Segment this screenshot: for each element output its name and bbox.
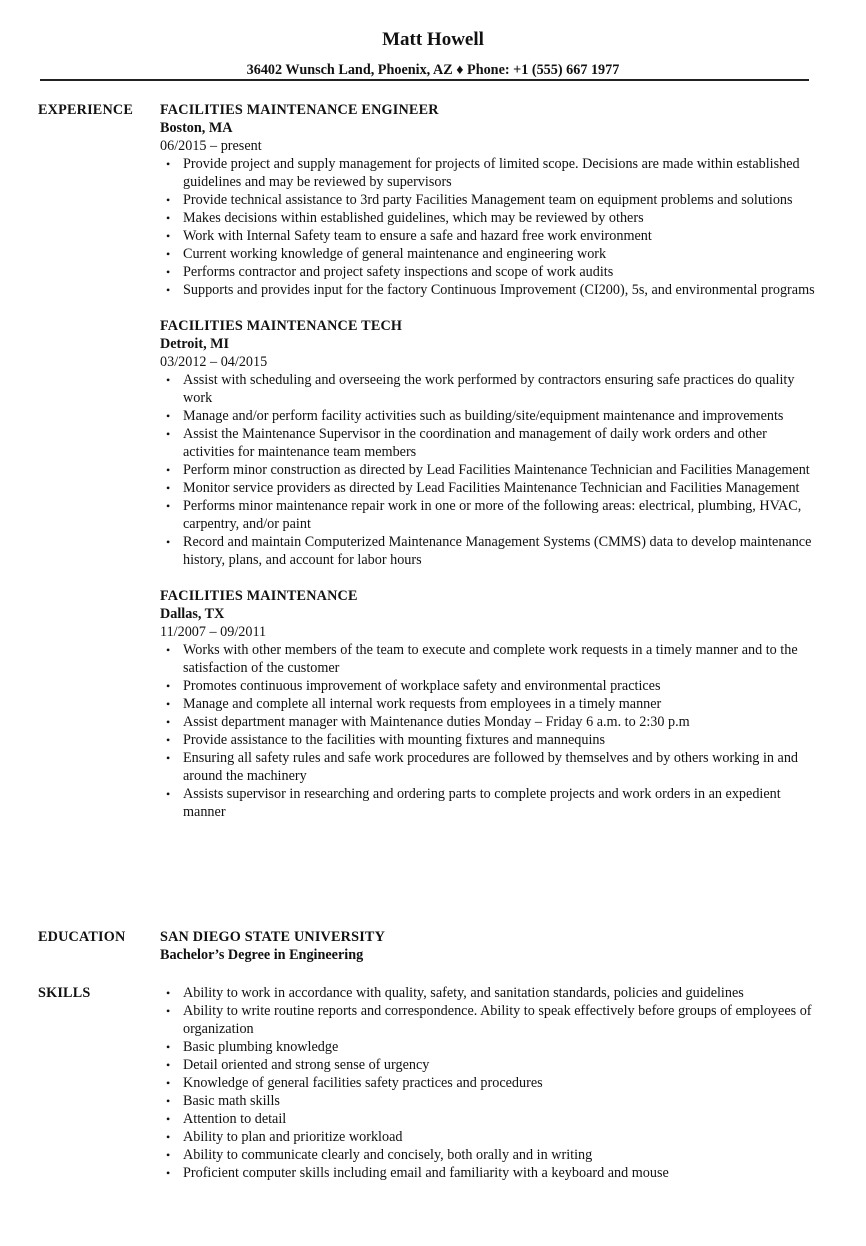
duty-item: • Assists supervisor in researching and ordering parts to complete projects and work orders in an expedient manner xyxy=(160,785,820,821)
education-heading: EDUCATION xyxy=(38,929,126,945)
skill-item: • Ability to plan and prioritize workload xyxy=(160,1128,820,1146)
skill-item: • Detail oriented and strong sense of urgency xyxy=(160,1056,820,1074)
school-name: SAN DIEGO STATE UNIVERSITY xyxy=(160,929,386,945)
skill-item: • Basic math skills xyxy=(160,1092,820,1110)
job-title: FACILITIES MAINTENANCE xyxy=(160,588,358,604)
job-entry xyxy=(160,317,820,569)
duty-item: • Ensuring all safety rules and safe work procedures are followed by themselves and by others working in and around the machinery xyxy=(160,749,820,785)
job-dates: 11/2007 – 09/2011 xyxy=(160,624,267,640)
job-duties xyxy=(160,155,820,299)
skills-items xyxy=(160,984,820,1182)
skills-heading: SKILLS xyxy=(38,985,91,1001)
contact-line: 36402 Wunsch Land, Phoenix, AZ ♦ Phone: +1 (555) 667 1977 xyxy=(246,62,620,78)
duty-item: • Makes decisions within established guidelines, which may be reviewed by others xyxy=(160,209,820,227)
duty-item: • Assist department manager with Maintenance duties Monday – Friday 6 a.m. to 2:30 p.m xyxy=(160,713,820,731)
duty-item: • Current working knowledge of general maintenance and engineering work xyxy=(160,245,820,263)
duty-item: • Perform minor construction as directed by Lead Facilities Maintenance Technician and Facilities Management xyxy=(160,461,820,479)
duty-item: • Manage and/or perform facility activities such as building/site/equipment maintenance and improvements xyxy=(160,407,820,425)
job-title: FACILITIES MAINTENANCE ENGINEER xyxy=(160,102,439,118)
skill-item: • Ability to work in accordance with quality, safety, and sanitation standards, policies and guidelines xyxy=(160,984,820,1002)
duty-item: • Performs minor maintenance repair work in one or more of the following areas: electrical, plumbing, HVAC, carpentry, and/or paint xyxy=(160,497,820,533)
duty-item: • Supports and provides input for the factory Continuous Improvement (CI200), 5s, and environmental programs xyxy=(160,281,820,299)
duty-item: • Work with Internal Safety team to ensure a safe and hazard free work environment xyxy=(160,227,820,245)
candidate-name: Matt Howell xyxy=(382,29,484,50)
duty-item: • Manage and complete all internal work requests from employees in a timely manner xyxy=(160,695,820,713)
job-location: Detroit, MI xyxy=(160,336,230,352)
skill-item: • Knowledge of general facilities safety practices and procedures xyxy=(160,1074,820,1092)
duty-item: • Assist with scheduling and overseeing the work performed by contractors ensuring safe practices do quality work xyxy=(160,371,820,407)
job-location: Dallas, TX xyxy=(160,606,225,622)
skill-item: • Ability to write routine reports and correspondence. Ability to speak effectively before groups of employees of organization xyxy=(160,1002,820,1038)
duty-item: • Record and maintain Computerized Maintenance Management Systems (CMMS) data to develop maintenance history, plans, and account for labor hours xyxy=(160,533,820,569)
experience-list xyxy=(160,101,820,839)
job-duties xyxy=(160,371,820,569)
duty-item: • Monitor service providers as directed by Lead Facilities Maintenance Technician and Facilities Management xyxy=(160,479,820,497)
job-dates: 03/2012 – 04/2015 xyxy=(160,354,268,370)
job-title: FACILITIES MAINTENANCE TECH xyxy=(160,318,403,334)
duty-item: • Assist the Maintenance Supervisor in the coordination and management of daily work orders and other activities for maintenance team members xyxy=(160,425,820,461)
job-dates: 06/2015 – present xyxy=(160,138,262,154)
resume-header xyxy=(0,29,866,79)
duty-item: • Provide assistance to the facilities with mounting fixtures and mannequins xyxy=(160,731,820,749)
duty-item: • Works with other members of the team to execute and complete work requests in a timely manner and to the satisfaction of the customer xyxy=(160,641,820,677)
duty-item: • Provide project and supply management for projects of limited scope. Decisions are made within established guidelines and may be reviewed by supervisors xyxy=(160,155,820,191)
degree: Bachelor’s Degree in Engineering xyxy=(160,947,364,963)
experience-heading: EXPERIENCE xyxy=(38,102,134,118)
skill-item: • Proficient computer skills including email and familiarity with a keyboard and mouse xyxy=(160,1164,820,1182)
skill-item: • Ability to communicate clearly and concisely, both orally and in writing xyxy=(160,1146,820,1164)
duty-item: • Provide technical assistance to 3rd party Facilities Management team on equipment problems and solutions xyxy=(160,191,820,209)
job-location: Boston, MA xyxy=(160,120,233,136)
duty-item: • Promotes continuous improvement of workplace safety and environmental practices xyxy=(160,677,820,695)
skill-item: • Basic plumbing knowledge xyxy=(160,1038,820,1056)
job-duties xyxy=(160,641,820,821)
skill-item: • Attention to detail xyxy=(160,1110,820,1128)
job-entry xyxy=(160,587,820,821)
education-entry xyxy=(160,928,820,964)
skills-list xyxy=(160,984,820,1182)
duty-item: • Performs contractor and project safety inspections and scope of work audits xyxy=(160,263,820,281)
job-entry xyxy=(160,101,820,299)
header-divider xyxy=(40,79,809,81)
